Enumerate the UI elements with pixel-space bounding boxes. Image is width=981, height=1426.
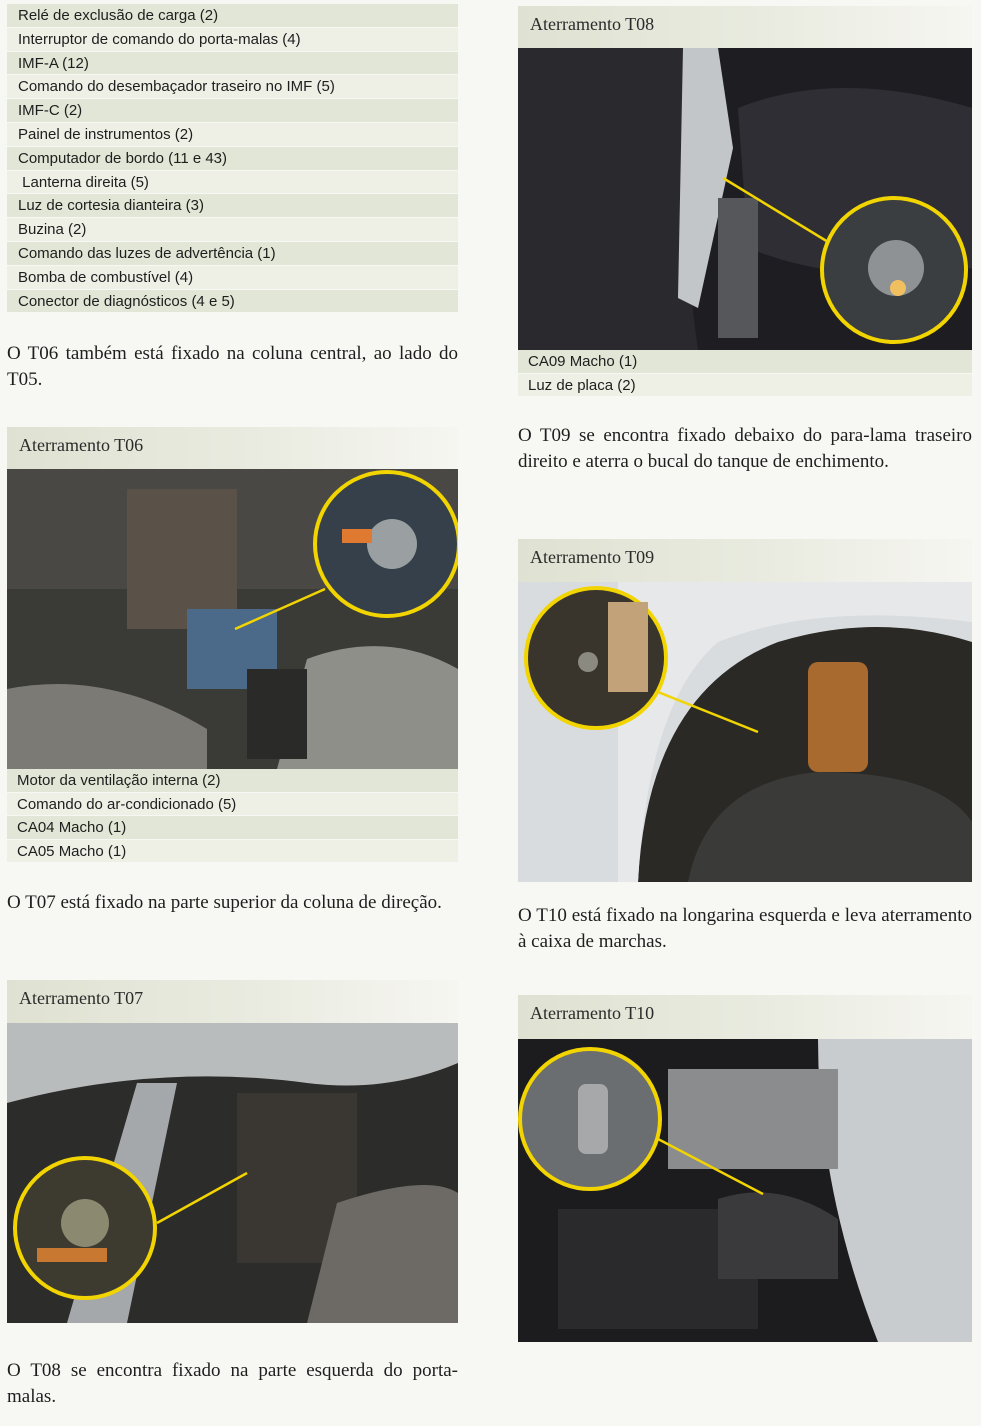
t06-intro-text: O T06 também está fixado na coluna central, ao lado do T05.	[7, 343, 458, 390]
list-item: CA04 Macho (1)	[7, 816, 458, 840]
list-item: CA09 Macho (1)	[518, 350, 972, 374]
list-item: IMF-C (2)	[7, 99, 458, 123]
list-item: Luz de placa (2)	[518, 374, 972, 398]
t08-photo	[518, 48, 972, 350]
list-item: IMF-A (12)	[7, 52, 458, 76]
list-item: Lanterna direita (5)	[7, 171, 458, 195]
t08-intro-text: O T08 se encontra fixado na parte esquerda do porta-malas.	[7, 1360, 458, 1407]
components-list	[7, 4, 458, 313]
t09-photo	[518, 582, 972, 882]
t10-photo	[518, 1039, 972, 1342]
t07-photo	[7, 1023, 458, 1323]
t06-photo	[7, 469, 458, 769]
t09-caption: Aterramento T09	[518, 539, 972, 582]
list-item: Comando do desembaçador traseiro no IMF (5)	[7, 75, 458, 99]
t07-intro-text: O T07 está fixado na parte superior da coluna de direção.	[7, 892, 442, 913]
t10-caption: Aterramento T10	[518, 995, 972, 1039]
t10-intro-text: O T10 está fixado na longarina esquerda e leva aterramento à caixa de marchas.	[518, 905, 972, 952]
list-item: CA05 Macho (1)	[7, 840, 458, 864]
t07-caption: Aterramento T07	[7, 980, 458, 1023]
list-item: Interruptor de comando do porta-malas (4)	[7, 28, 458, 52]
list-item: Comando do ar-condicionado (5)	[7, 793, 458, 817]
list-item: Bomba de combustível (4)	[7, 266, 458, 290]
list-item: Comando das luzes de advertência (1)	[7, 242, 458, 266]
t06-caption: Aterramento T06	[7, 427, 458, 469]
list-item: Luz de cortesia dianteira (3)	[7, 194, 458, 218]
list-item: Motor da ventilação interna (2)	[7, 769, 458, 793]
t08-connections-list	[518, 350, 972, 397]
t09-intro-text: O T09 se encontra fixado debaixo do para-lama traseiro direito e aterra o bucal do tanque de enchimento.	[518, 425, 972, 472]
list-item: Buzina (2)	[7, 218, 458, 242]
list-item: Conector de diagnósticos (4 e 5)	[7, 290, 458, 314]
list-item: Relé de exclusão de carga (2)	[7, 4, 458, 28]
t08-caption: Aterramento T08	[518, 6, 972, 48]
t06-connections-list	[7, 769, 458, 863]
list-item: Computador de bordo (11 e 43)	[7, 147, 458, 171]
list-item: Painel de instrumentos (2)	[7, 123, 458, 147]
